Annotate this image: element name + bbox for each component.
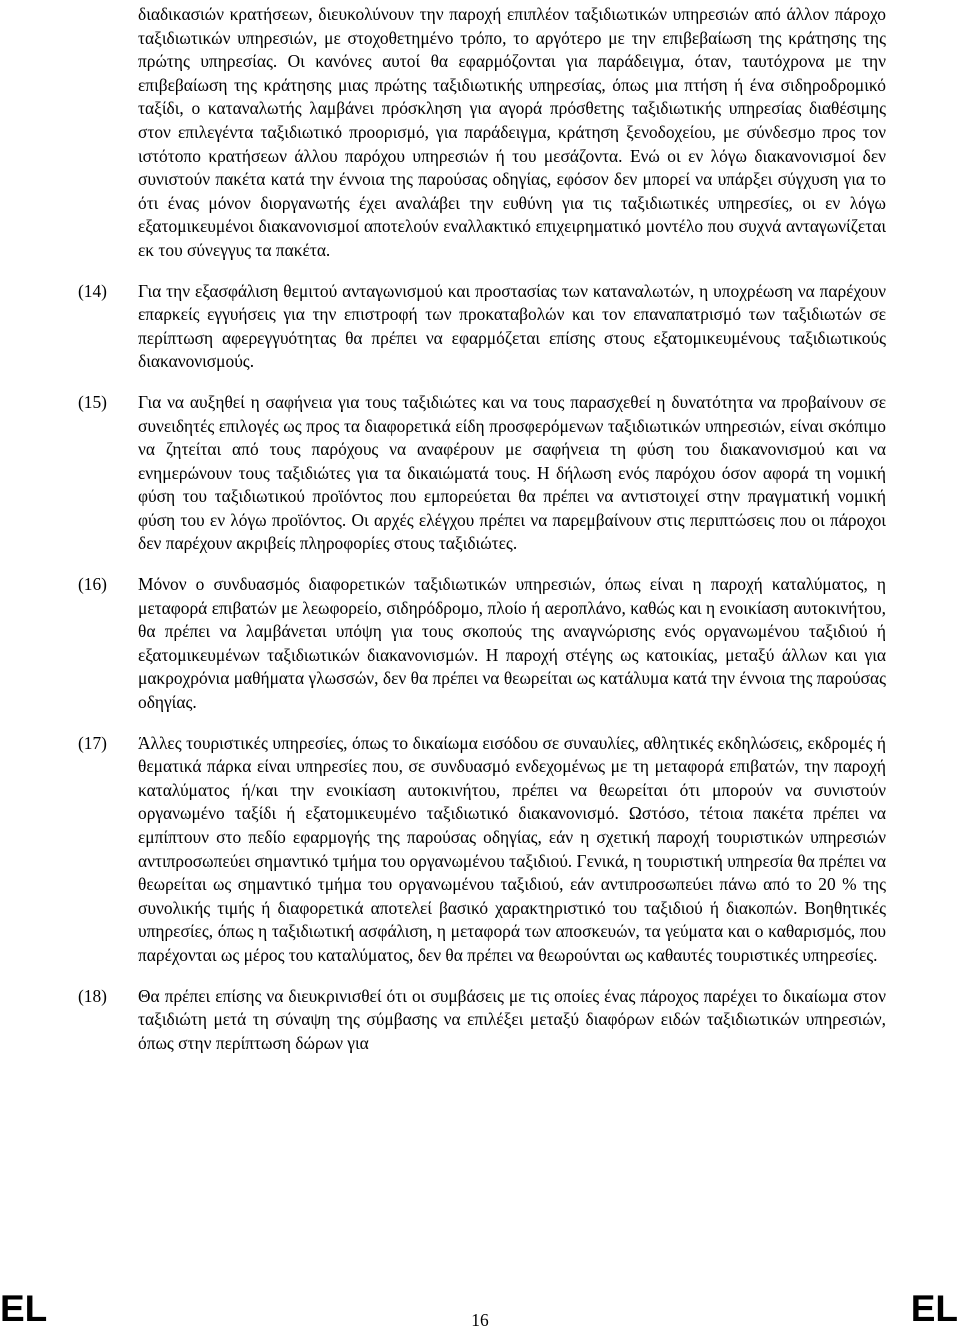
paragraph-13-continuation: διαδικασιών κρατήσεων, διευκολύνουν την παροχή επιπλέον ταξιδιωτικών υπηρεσιών από άλλον πάροχο ταξιδιωτικών υπηρεσιών, με στοχοθετημένο τρόπο, το αργότερο με την επιβεβαίωση της κράτησης της πρώτης υπηρεσίας. Οι κανόνες αυτοί θα εφαρμόζονται για παράδειγμα, όταν, ταυτόχρονα με την επιβεβαίωση της κράτησης μιας πρώτης ταξιδιωτικής υπηρεσίας, όπως μια πτήση ή ένα σιδηροδρομικό ταξίδι, ο καταναλωτής λαμβάνει πρόσκληση για αγορά πρόσθετης ταξιδιωτικής υπηρεσίας διαθέσιμης στον επιλεγέντα ταξιδιωτικό προορισμό, για παράδειγμα, κράτηση ξενοδοχείου, με σύνδεσμο προς τον ιστότοπο κρατήσεων άλλου παρόχου υπηρεσιών ή του μεσάζοντα. Ενώ οι εν λόγω διακανονισμοί δεν συνιστούν πακέτα κατά την έννοια της παρούσας οδηγίας, εφόσον δεν μπορεί να υπάρξει σύγχυση για το ότι ένας μόνον διοργανωτής έχει αναλάβει την ευθύνη για τις ταξιδιωτικές υπηρεσίες, οι εν λόγω εξατομικευμένοι διακανονισμοί αποτελούν εναλλακτικό επιχειρηματικό μοντέλο που συχνά ανταγωνίζεται εκ του σύνεγγυς τα πακέτα. <box>138 4 886 260</box>
paragraph-text: Άλλες τουριστικές υπηρεσίες, όπως το δικαίωμα εισόδου σε συναυλίες, αθλητικές εκδηλώσεις, εκδρομές ή θεματικά πάρκα είναι υπηρεσίες που, σε συνδυασμό ενδεχομένως με τη μεταφορά επιβατών, την παροχή καταλύματος ή/και την ενοικίαση αυτοκινήτου, πρέπει να θεωρείται ότι μπορούν να συνιστούν οργανωμένο ταξίδι ή εξατομικευμένο ταξιδιωτικό διακανονισμό. Ωστόσο, τέτοια πακέτα πρέπει να εμπίπτουν στο πεδίο εφαρμογής της παρούσας οδηγίας, εάν η σχετική παροχή τουριστικών υπηρεσιών αντιπροσωπεύει σημαντικό τμήμα του οργανωμένου ταξιδιού. Γενικά, η τουριστική υπηρεσία θα πρέπει να θεωρείται ως σημαντικό τμήμα του οργανωμένου ταξιδιού, εάν αντιπροσωπεύει πάνω από το 20 % της συνολικής τιμής ή διαφορετικά αποτελεί βασικό χαρακτηριστικό του ταξιδιού ή διακοπών. Βοηθητικές υπηρεσίες, όπως η ταξιδιωτική ασφάλιση, η μεταφορά των αποσκευών, τα γεύματα και ο καθαρισμός, που παρέχονται ως μέρος του καταλύματος, δεν θα πρέπει να θεωρούνται ως καθαυτές τουριστικές υπηρεσίες. <box>138 732 886 965</box>
paragraph-number: (18) <box>78 985 107 1006</box>
paragraph-18 <box>0 985 960 1056</box>
paragraph-text: Θα πρέπει επίσης να διευκρινισθεί ότι οι συμβάσεις με τις οποίες ένας πάροχος παρέχει το δικαίωμα στον ταξιδιώτη μετά τη σύναψη της σύμβασης να επιλέξει μεταξύ διαφόρων ειδών ταξιδιωτικών υπηρεσιών, όπως στην περίπτωση δώρων για <box>138 985 886 1053</box>
paragraph-15 <box>0 391 960 556</box>
page-number: 16 <box>471 1310 489 1330</box>
paragraph-16 <box>0 573 960 715</box>
paragraph-17 <box>0 732 960 968</box>
paragraph-number: (16) <box>78 574 107 595</box>
paragraph-14 <box>0 280 960 374</box>
paragraph-text: Για να αυξηθεί η σαφήνεια για τους ταξιδιώτες και να τους παρασχεθεί η δυνατότητα να προβαίνουν σε συνειδητές επιλογές ως προς τα διαφορετικά είδη προσφερόμενων ταξιδιωτικών υπηρεσιών, είναι σκόπιμο να ζητείται από τους παρόχους να αναφέρουν με σαφήνεια τη φύση του διακανονισμού και να ενημερώνουν τους ταξιδιώτες για τα δικαιώματά τους. Η δήλωση ενός παρόχου όσον αφορά τη νομική φύση του ταξιδιωτικού προϊόντος που εμπορεύεται θα πρέπει να αντιστοιχεί στην πραγματική νομική φύση του εν λόγω προϊόντος. Οι αρχές ελέγχου πρέπει να παρεμβαίνουν στις περιπτώσεις που οι πάροχοι δεν παρέχουν ακριβείς πληροφορίες στους ταξιδιώτες. <box>138 391 886 554</box>
paragraph-number: (15) <box>78 391 107 412</box>
paragraph-number: (17) <box>78 732 107 753</box>
paragraph-text: Μόνον ο συνδυασμός διαφορετικών ταξιδιωτικών υπηρεσιών, όπως είναι η παροχή καταλύματος, η μεταφορά επιβατών με λεωφορείο, σιδηρόδρομο, πλοίο ή αεροπλάνο, καθώς και η ενοικίαση αυτοκινήτου, θα πρέπει να λαμβάνεται υπόψη για τους σκοπούς της αναγνώρισης ενός οργανωμένου ταξιδιού ή εξατομικευμένων ταξιδιωτικών διακανονισμών. Η παροχή στέγης ως κατοικίας, μεταξύ άλλων και για μακροχρόνια μαθήματα γλωσσών, δεν θα πρέπει να θεωρείται ως κατάλυμα κατά την έννοια της παρούσας οδηγίας. <box>138 574 886 713</box>
paragraph-text: Για την εξασφάλιση θεμιτού ανταγωνισμού και προστασίας των καταναλωτών, η υποχρέωση να παρέχουν επαρκείς εγγυήσεις για την επιστροφή των προκαταβολών και τον επαναπατρισμό των ταξιδιωτών σε περίπτωση αφερεγγυότητας θα πρέπει να εφαρμόζεται επίσης στους εξατομικευμένους ταξιδιωτικούς διακανονισμούς. <box>138 280 886 372</box>
footer-language-code-left: EL <box>0 1288 48 1329</box>
paragraph-number: (14) <box>78 280 107 301</box>
footer-language-code-right: EL <box>910 1288 958 1329</box>
